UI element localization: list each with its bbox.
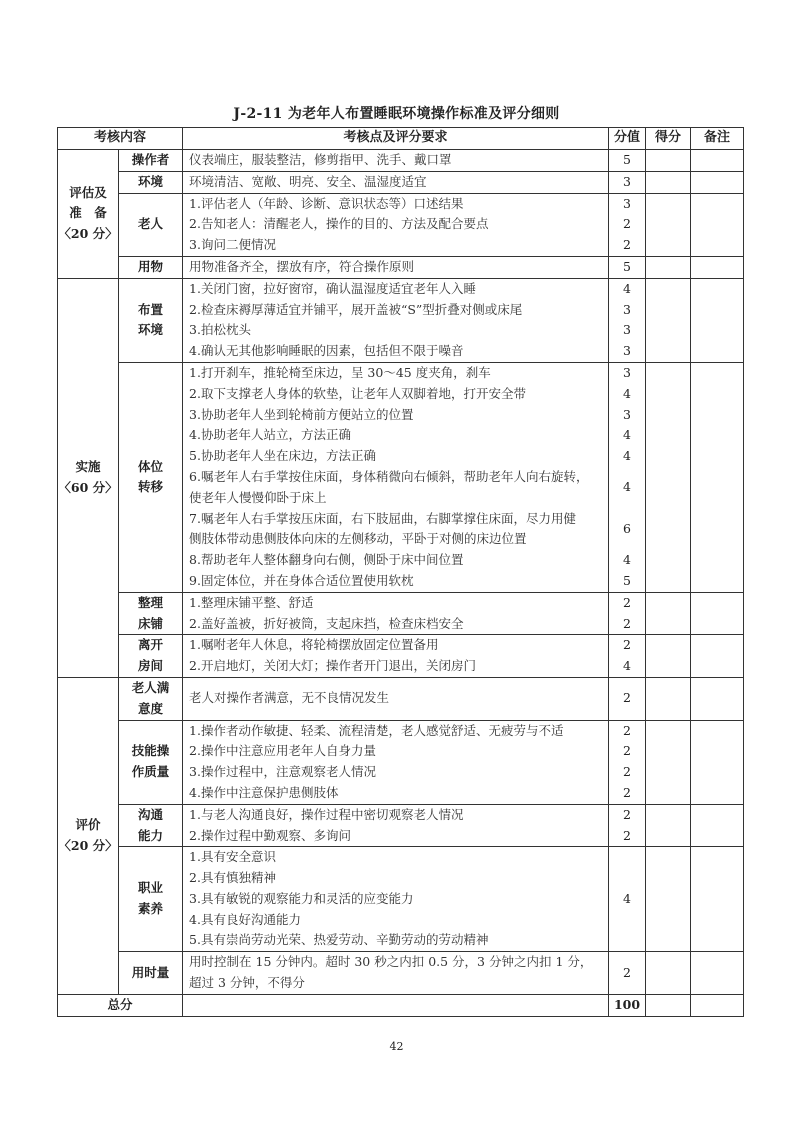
got-score-cell[interactable] <box>646 320 691 341</box>
group-label-line: 床铺 <box>138 615 164 631</box>
criteria-line: 2.开启地灯，关闭大灯；操作者开门退出，关闭房门 <box>189 658 476 674</box>
group-label-line: 整理 <box>138 594 164 610</box>
criteria-line: 4.具有良好沟通能力 <box>189 911 301 927</box>
score-value: 2 <box>609 783 646 804</box>
got-score-cell[interactable] <box>646 235 691 256</box>
note-cell[interactable] <box>691 405 744 426</box>
group-label-line: 转移 <box>138 479 164 495</box>
total-row <box>58 994 744 1016</box>
criteria-line: 1.操作者动作敏捷、轻柔、流程清楚，老人感觉舒适、无疲劳与不适 <box>189 722 564 738</box>
criteria-line: 1.关闭门窗，拉好窗帘，确认温湿度适宜老年人入睡 <box>189 280 476 296</box>
section-label-line: 评价 <box>75 817 101 833</box>
section-label <box>58 150 119 279</box>
criteria-line: 用物准备齐全，摆放有序，符合操作原则 <box>189 258 415 274</box>
criteria-text <box>183 300 609 321</box>
table-row <box>58 677 744 720</box>
section-label <box>58 677 119 994</box>
criteria-text <box>183 171 609 193</box>
criteria-text <box>183 614 609 635</box>
table-row <box>58 804 744 825</box>
criteria-text <box>183 362 609 383</box>
page-number: 42 <box>389 1040 404 1053</box>
got-score-cell[interactable] <box>646 384 691 405</box>
criteria-line: 4.确认无其他影响睡眠的因素，包括但不限于噪音 <box>189 343 464 359</box>
got-score-cell[interactable] <box>646 341 691 362</box>
score-value: 3 <box>609 300 646 321</box>
group-label-line: 意度 <box>138 700 164 716</box>
criteria-text <box>183 720 609 741</box>
header-got: 得分 <box>646 128 691 150</box>
criteria-text <box>183 592 609 613</box>
criteria-line: 2.具有慎独精神 <box>189 870 276 886</box>
got-score-cell[interactable] <box>646 720 691 741</box>
score-value: 2 <box>609 804 646 825</box>
total-got-cell[interactable] <box>646 994 691 1016</box>
note-cell[interactable] <box>691 320 744 341</box>
total-note-cell[interactable] <box>691 994 744 1016</box>
got-score-cell[interactable] <box>646 804 691 825</box>
criteria-line: 1.整理床铺平整、舒适 <box>189 594 314 610</box>
note-cell[interactable] <box>691 826 744 847</box>
table-row <box>58 847 744 952</box>
note-cell[interactable] <box>691 384 744 405</box>
criteria-text <box>183 826 609 847</box>
criteria-line: 3.询问二便情况 <box>189 237 276 253</box>
got-score-cell[interactable] <box>646 677 691 720</box>
criteria-text <box>183 425 609 446</box>
got-score-cell[interactable] <box>646 150 691 172</box>
criteria-line: 1.评估老人（年龄、诊断、意识状态等）口述结果 <box>189 195 464 211</box>
section-label-line: 实施 <box>75 459 101 475</box>
group-label <box>119 952 183 995</box>
table-row <box>58 256 744 278</box>
group-label <box>119 804 183 847</box>
note-cell[interactable] <box>691 235 744 256</box>
criteria-text <box>183 635 609 656</box>
criteria-line: 侧肢体带动患侧肢体向床的左侧移动，平卧于对侧的床边位置 <box>189 531 527 547</box>
criteria-line: 仪表端庄，服装整洁，修剪指甲、洗手、戴口罩 <box>189 152 452 167</box>
group-label <box>119 193 183 256</box>
criteria-text <box>183 509 609 551</box>
criteria-text <box>183 405 609 426</box>
group-label-line: 技能操 <box>131 743 170 759</box>
got-score-cell[interactable] <box>646 550 691 571</box>
got-score-cell[interactable] <box>646 614 691 635</box>
note-cell[interactable] <box>691 677 744 720</box>
criteria-line: 3.协助老年人坐到轮椅前方便站立的位置 <box>189 406 414 422</box>
table-row <box>58 592 744 613</box>
got-score-cell[interactable] <box>646 405 691 426</box>
group-label <box>119 847 183 952</box>
group-label-line: 环境 <box>138 322 164 338</box>
criteria-line: 超过 3 分钟，不得分 <box>189 975 305 991</box>
table-row <box>58 150 744 172</box>
score-value: 2 <box>609 826 646 847</box>
group-label-line: 作质量 <box>131 764 170 780</box>
score-value: 2 <box>609 214 646 235</box>
criteria-line: 3.操作过程中，注意观察老人情况 <box>189 764 376 780</box>
score-value: 2 <box>609 592 646 613</box>
group-label-line: 布置 <box>138 301 164 317</box>
total-label: 总分 <box>58 994 183 1016</box>
criteria-line: 1.打开刹车，推轮椅至床边，呈 30～45 度夹角，刹车 <box>189 364 491 380</box>
table-row <box>58 720 744 741</box>
note-cell[interactable] <box>691 341 744 362</box>
section-label-line: 评估及 <box>69 184 107 200</box>
score-value: 3 <box>609 171 646 193</box>
header-points: 考核点及评分要求 <box>183 128 609 150</box>
score-value: 2 <box>609 614 646 635</box>
criteria-text <box>183 467 609 509</box>
criteria-text <box>183 952 609 995</box>
group-label-line: 房间 <box>138 658 164 674</box>
criteria-line: 环境清洁、宽敞、明亮、安全、温湿度适宜 <box>189 173 427 189</box>
criteria-line: 5.协助老年人坐在床边，方法正确 <box>189 448 376 464</box>
criteria-text <box>183 278 609 299</box>
group-label <box>119 171 183 193</box>
got-score-cell[interactable] <box>646 278 691 299</box>
total-score: 100 <box>609 994 646 1016</box>
note-cell[interactable] <box>691 720 744 741</box>
document-title: J-2-11 为老年人布置睡眠环境操作标准及评分细则 <box>233 106 560 122</box>
score-value: 5 <box>609 571 646 592</box>
criteria-line: 1.具有安全意识 <box>189 849 276 865</box>
criteria-line: 2.盖好盖被，折好被筒，支起床挡，检查床档安全 <box>189 615 464 631</box>
note-cell[interactable] <box>691 467 744 509</box>
criteria-line: 2.告知老人：清醒老人，操作的目的、方法及配合要点 <box>189 216 489 232</box>
got-score-cell[interactable] <box>646 214 691 235</box>
criteria-line: 3.拍松枕头 <box>189 322 251 338</box>
score-value: 2 <box>609 720 646 741</box>
score-value: 2 <box>609 635 646 656</box>
group-label <box>119 720 183 804</box>
got-score-cell[interactable] <box>646 467 691 509</box>
criteria-line: 7.嘱老年人右手掌按压床面，右下肢屈曲，右脚掌撑住床面，尽力用健 <box>189 510 576 526</box>
note-cell[interactable] <box>691 193 744 214</box>
score-value: 4 <box>609 847 646 952</box>
got-score-cell[interactable] <box>646 592 691 613</box>
group-label <box>119 592 183 635</box>
score-value: 3 <box>609 341 646 362</box>
criteria-line: 1.嘱咐老年人休息，将轮椅摆放固定位置备用 <box>189 637 439 653</box>
criteria-line: 6.嘱老年人右手掌按住床面，身体稍微向右倾斜，帮助老年人向右旋转， <box>189 468 589 484</box>
table-row <box>58 171 744 193</box>
criteria-line: 4.协助老年人站立，方法正确 <box>189 427 351 443</box>
note-cell[interactable] <box>691 847 744 952</box>
note-cell[interactable] <box>691 762 744 783</box>
criteria-line: 2.检查床褥厚薄适宜并铺平，展开盖被“S”型折叠对侧或床尾 <box>189 301 523 317</box>
criteria-line: 1.与老人沟通良好，操作过程中密切观察老人情况 <box>189 806 464 822</box>
note-cell[interactable] <box>691 952 744 995</box>
note-cell[interactable] <box>691 150 744 172</box>
got-score-cell[interactable] <box>646 193 691 214</box>
got-score-cell[interactable] <box>646 656 691 677</box>
group-label-line: 离开 <box>138 637 164 653</box>
group-label-line: 职业 <box>138 880 164 896</box>
criteria-text <box>183 762 609 783</box>
criteria-text <box>183 847 609 952</box>
table-row <box>58 362 744 383</box>
score-value: 3 <box>609 362 646 383</box>
group-label <box>119 677 183 720</box>
group-label-line: 操作者 <box>131 152 170 167</box>
got-score-cell[interactable] <box>646 741 691 762</box>
score-value: 5 <box>609 256 646 278</box>
criteria-text <box>183 571 609 592</box>
criteria-text <box>183 783 609 804</box>
score-value: 3 <box>609 193 646 214</box>
got-score-cell[interactable] <box>646 826 691 847</box>
group-label-line: 体位 <box>138 458 164 474</box>
criteria-line: 4.操作中注意保护患侧肢体 <box>189 784 339 800</box>
got-score-cell[interactable] <box>646 847 691 952</box>
group-label <box>119 278 183 362</box>
note-cell[interactable] <box>691 783 744 804</box>
score-value: 5 <box>609 150 646 172</box>
section-label <box>58 278 119 677</box>
score-value: 4 <box>609 425 646 446</box>
criteria-text <box>183 150 609 172</box>
criteria-line: 8.帮助老年人整体翻身向右侧，侧卧于床中间位置 <box>189 552 464 568</box>
table-row <box>58 193 744 214</box>
criteria-text <box>183 741 609 762</box>
got-score-cell[interactable] <box>646 635 691 656</box>
got-score-cell[interactable] <box>646 425 691 446</box>
criteria-line: 使老年人慢慢仰卧于床上 <box>189 489 327 505</box>
score-value: 2 <box>609 952 646 995</box>
group-label <box>119 150 183 172</box>
criteria-text <box>183 656 609 677</box>
note-cell[interactable] <box>691 509 744 551</box>
note-cell[interactable] <box>691 635 744 656</box>
got-score-cell[interactable] <box>646 783 691 804</box>
note-cell[interactable] <box>691 571 744 592</box>
table-header-row <box>58 128 744 150</box>
scoring-table <box>57 127 744 1017</box>
group-label-line: 用时量 <box>131 964 170 980</box>
note-cell[interactable] <box>691 171 744 193</box>
section-label-line: 准 备 <box>69 205 107 221</box>
score-value: 3 <box>609 405 646 426</box>
group-label-line: 老人 <box>138 216 164 232</box>
note-cell[interactable] <box>691 804 744 825</box>
group-label-line: 素养 <box>138 901 164 917</box>
table-row <box>58 952 744 995</box>
group-label <box>119 256 183 278</box>
note-cell[interactable] <box>691 278 744 299</box>
score-value: 4 <box>609 656 646 677</box>
got-score-cell[interactable] <box>646 362 691 383</box>
note-cell[interactable] <box>691 214 744 235</box>
table-row <box>58 635 744 656</box>
group-label-line: 老人满 <box>131 679 170 695</box>
section-label-line: 〈20 分〉 <box>58 837 118 853</box>
section-label-line: 〈20 分〉 <box>58 226 118 242</box>
criteria-line: 5.具有崇尚劳动光荣、热爱劳动、辛勤劳动的劳动精神 <box>189 932 489 948</box>
header-content: 考核内容 <box>58 128 183 150</box>
score-value: 2 <box>609 677 646 720</box>
note-cell[interactable] <box>691 592 744 613</box>
score-value: 2 <box>609 741 646 762</box>
score-value: 6 <box>609 509 646 551</box>
criteria-line: 2.操作过程中勤观察、多询问 <box>189 827 351 843</box>
criteria-text <box>183 550 609 571</box>
criteria-text <box>183 214 609 235</box>
criteria-text <box>183 804 609 825</box>
group-label-line: 能力 <box>138 827 164 843</box>
note-cell[interactable] <box>691 300 744 321</box>
criteria-line: 2.操作中注意应用老年人自身力量 <box>189 743 376 759</box>
note-cell[interactable] <box>691 256 744 278</box>
table-row <box>58 278 744 299</box>
criteria-line: 2.取下支撑老人身体的软垫，让老年人双脚着地，打开安全带 <box>189 385 526 401</box>
note-cell[interactable] <box>691 741 744 762</box>
group-label-line: 用物 <box>138 258 164 274</box>
criteria-text <box>183 446 609 467</box>
criteria-line: 3.具有敏锐的观察能力和灵活的应变能力 <box>189 890 414 906</box>
group-label <box>119 362 183 592</box>
section-label-line: 〈60 分〉 <box>58 479 118 495</box>
note-cell[interactable] <box>691 425 744 446</box>
score-value: 4 <box>609 384 646 405</box>
criteria-line: 9.固定体位，并在身体合适位置使用软枕 <box>189 572 414 588</box>
criteria-text <box>183 677 609 720</box>
score-value: 4 <box>609 446 646 467</box>
score-value: 4 <box>609 278 646 299</box>
group-label <box>119 635 183 678</box>
total-blank <box>183 994 609 1016</box>
note-cell[interactable] <box>691 446 744 467</box>
criteria-text <box>183 235 609 256</box>
criteria-line: 老人对操作者满意，无不良情况发生 <box>189 690 390 706</box>
note-cell[interactable] <box>691 614 744 635</box>
criteria-text <box>183 384 609 405</box>
criteria-text <box>183 320 609 341</box>
got-score-cell[interactable] <box>646 509 691 551</box>
score-value: 2 <box>609 235 646 256</box>
got-score-cell[interactable] <box>646 762 691 783</box>
criteria-text <box>183 256 609 278</box>
note-cell[interactable] <box>691 656 744 677</box>
group-label-line: 沟通 <box>138 806 164 822</box>
got-score-cell[interactable] <box>646 256 691 278</box>
score-value: 4 <box>609 467 646 509</box>
note-cell[interactable] <box>691 550 744 571</box>
criteria-text <box>183 193 609 214</box>
got-score-cell[interactable] <box>646 171 691 193</box>
header-note: 备注 <box>691 128 744 150</box>
got-score-cell[interactable] <box>646 571 691 592</box>
header-score: 分值 <box>609 128 646 150</box>
score-value: 2 <box>609 762 646 783</box>
got-score-cell[interactable] <box>646 446 691 467</box>
criteria-line: 用时控制在 15 分钟内。超时 30 秒之内扣 0.5 分，3 分钟之内扣 1 分， <box>189 954 593 970</box>
got-score-cell[interactable] <box>646 300 691 321</box>
criteria-text <box>183 341 609 362</box>
group-label-line: 环境 <box>138 173 164 189</box>
score-value: 3 <box>609 320 646 341</box>
note-cell[interactable] <box>691 362 744 383</box>
score-value: 4 <box>609 550 646 571</box>
got-score-cell[interactable] <box>646 952 691 995</box>
